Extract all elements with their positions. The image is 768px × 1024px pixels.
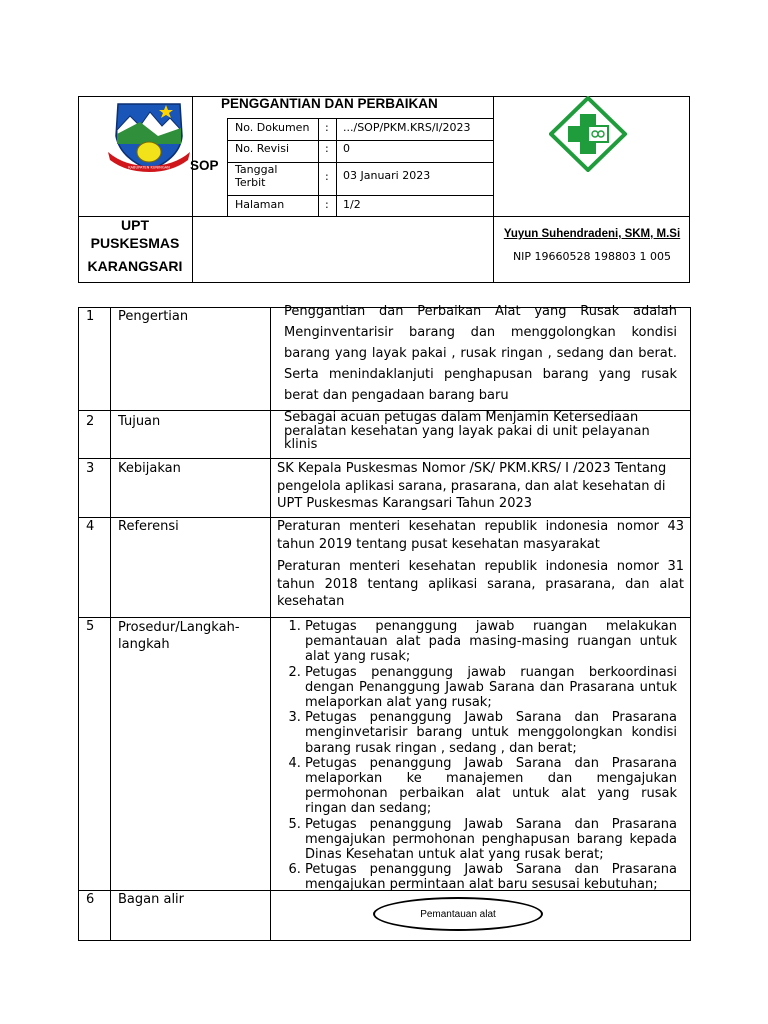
- flowchart-start-node: [373, 897, 543, 931]
- procedure-step: 5. Petugas penanggung Jawab Sarana dan Prasarana mengajukan permohonan penghapusan barang kepada Dinas Kesehatan untuk alat yang rusak berat;: [305, 817, 677, 863]
- procedure-step: 6. Petugas penanggung Jawab Sarana dan Prasarana mengajukan permintaan alat baru sesusai kebutuhan;: [305, 862, 677, 892]
- org-name-line-2: PUSKESMAS: [90, 235, 180, 251]
- row-number: 4: [86, 519, 95, 534]
- row-label-policy: Kebijakan: [118, 461, 181, 476]
- row-number: 1: [86, 309, 95, 324]
- table-divider: [78, 458, 691, 459]
- field-separator: :: [325, 121, 329, 134]
- header-divider: [318, 118, 319, 216]
- signer-name: Yuyun Suhendradeni, SKM, M.Si: [503, 228, 681, 240]
- definition-text: Penggantian dan Perbaikan Alat yang Rusak adalah Menginventarisir barang dan menggolongkan kondisi barang yang layak pakai , rusak ringan , sedang dan berat. Serta menindaklanjuti penghapusan barang yang rusak berat dan pengadaan barang baru: [284, 304, 677, 403]
- procedure-list-container: [277, 619, 677, 893]
- regency-emblem-icon: [100, 100, 192, 176]
- row-label-definition: Pengertian: [118, 309, 189, 324]
- puskesmas-cross-icon: [549, 96, 627, 172]
- document-title: PENGGANTIAN DAN PERBAIKAN: [221, 96, 438, 111]
- field-value-issue-date: 03 Januari 2023: [343, 169, 431, 182]
- procedure-step: 1. Petugas penanggung jawab ruangan melakukan pemantauan alat pada masing-masing ruangan untuk alat yang rusak;: [305, 619, 677, 665]
- header-divider: [192, 96, 193, 283]
- field-value-page: 1/2: [343, 198, 361, 211]
- table-divider: [270, 307, 271, 941]
- table-divider: [78, 617, 691, 618]
- row-number: 3: [86, 461, 95, 476]
- policy-text: SK Kepala Puskesmas Nomor /SK/ PKM.KRS/ I /2023 Tentang pengelola aplikasi sarana, prasarana, dan alat kesehatan di UPT Puskesmas Karangsari Tahun 2023: [277, 461, 667, 511]
- field-separator: :: [325, 142, 329, 155]
- procedure-step: 3. Petugas penanggung Jawab Sarana dan Prasarana menginvetarisir barang untuk menggolongkan kondisi barang rusak ringan , sedang , dan berat;: [305, 710, 677, 756]
- svg-text:KABUPATEN KUNINGAN: KABUPATEN KUNINGAN: [128, 165, 170, 170]
- header-divider: [227, 118, 493, 119]
- field-separator: :: [325, 170, 329, 183]
- row-number: 5: [86, 619, 95, 634]
- procedure-step: 2. Petugas penanggung jawab ruangan berkoordinasi dengan Penanggung Jawab Sarana dan Prasarana untuk melaporkan alat yang rusak;: [305, 665, 677, 711]
- field-label-issue-date: Tanggal Terbit: [235, 163, 278, 189]
- row-number: 2: [86, 414, 95, 429]
- header-divider: [227, 195, 493, 196]
- row-label-reference: Referensi: [118, 519, 179, 534]
- field-label-document-number: No. Dokumen: [235, 121, 310, 134]
- row-label-purpose: Tujuan: [118, 414, 161, 429]
- field-label-page: Halaman: [235, 198, 285, 211]
- row-label-procedure: Prosedur/Langkah-langkah: [118, 620, 240, 652]
- sop-label: SOP: [190, 158, 219, 173]
- field-separator: :: [325, 198, 329, 211]
- table-divider: [110, 307, 111, 941]
- org-name-line-1: UPT: [121, 217, 149, 233]
- purpose-text: Sebagai acuan petugas dalam Menjamin Ketersediaan peralatan kesehatan yang layak pakai di unit pelayanan klinis: [284, 410, 650, 452]
- row-label-flowchart: Bagan alir: [118, 892, 185, 907]
- header-divider: [336, 118, 337, 216]
- flowchart-start-label: Pemantauan alat: [420, 908, 496, 920]
- org-name-line-3: KARANGSARI: [87, 258, 183, 274]
- procedure-list: [277, 619, 677, 893]
- header-divider: [227, 118, 228, 216]
- field-value-revision: 0: [343, 142, 350, 155]
- signer-nip: NIP 19660528 198803 1 005: [512, 250, 672, 263]
- procedure-step: 4. Petugas penanggung Jawab Sarana dan Prasarana melaporkan ke manajemen dan mengajukan permohonan perbaikan alat untuk alat yang rusak ringan dan sedang;: [305, 756, 677, 817]
- row-number: 6: [86, 892, 95, 907]
- header-divider: [227, 140, 493, 141]
- field-value-document-number: .../SOP/PKM.KRS/I/2023: [343, 121, 471, 134]
- field-label-revision: No. Revisi: [235, 142, 290, 155]
- reference-text-2: Peraturan menteri kesehatan republik indonesia nomor 31 tahun 2018 tentang aplikasi sarana, prasarana, dan alat kesehatan: [277, 559, 684, 609]
- reference-text-1: Peraturan menteri kesehatan republik indonesia nomor 43 tahun 2019 tentang pusat kesehatan masyarakat: [277, 519, 684, 552]
